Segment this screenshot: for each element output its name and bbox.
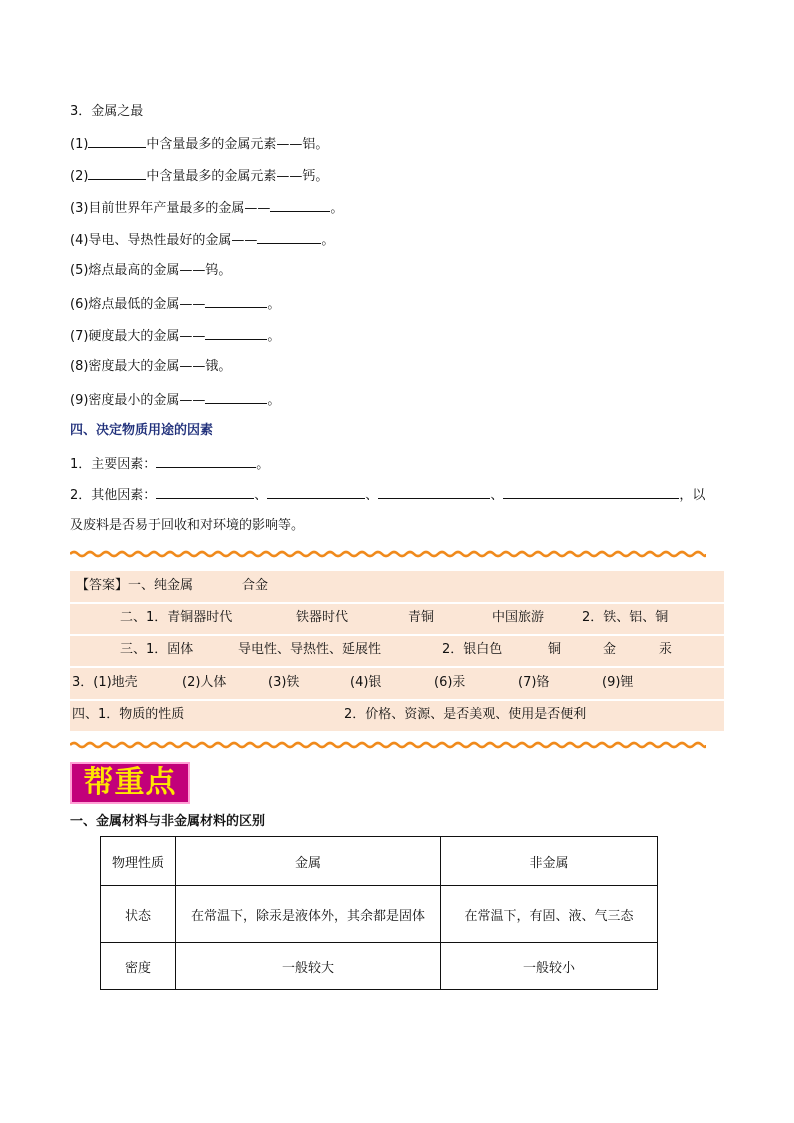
table-row bbox=[101, 943, 658, 990]
list-item: (5)熔点最高的金属——钨。 bbox=[70, 263, 232, 278]
blank-field[interactable] bbox=[205, 390, 267, 404]
table-header-cell: 物理性质 bbox=[101, 837, 176, 886]
wavy-divider-bottom bbox=[70, 740, 706, 750]
blank-field[interactable] bbox=[156, 485, 254, 499]
answer-row: 【答案】一、纯金属 合金 bbox=[70, 571, 724, 604]
blank-field[interactable] bbox=[270, 198, 330, 212]
table-header-cell: 金属 bbox=[176, 837, 441, 886]
table-cell: 密度 bbox=[101, 943, 176, 990]
answer-row: 3．(1)地壳 (2)人体 (3)铁 (4)银 (6)汞 (7)铬 (9)锂 bbox=[70, 668, 724, 701]
blank-field[interactable] bbox=[88, 134, 146, 148]
answer-box bbox=[70, 571, 724, 731]
blank-field[interactable] bbox=[378, 485, 490, 499]
list-item: (9)密度最小的金属—— 。 bbox=[70, 390, 280, 410]
table-cell: 一般较大 bbox=[176, 943, 441, 990]
key-section-title: 一、金属材料与非金属材料的区别 bbox=[70, 814, 266, 829]
table-header-row bbox=[101, 837, 658, 886]
list-item: (8)密度最大的金属——锇。 bbox=[70, 359, 232, 374]
list-item: (4)导电、导热性最好的金属—— 。 bbox=[70, 230, 334, 250]
other-factors-line: 2．其他因素： 、 、 、 ，以 bbox=[70, 485, 705, 505]
table-cell: 状态 bbox=[101, 886, 176, 943]
key-points-badge: 帮重点 bbox=[70, 762, 190, 804]
main-factor-line: 1．主要因素： 。 bbox=[70, 454, 269, 474]
other-factors-continuation: 及废料是否易于回收和对环境的影响等。 bbox=[70, 518, 305, 533]
blank-field[interactable] bbox=[156, 454, 256, 468]
list-item: (6)熔点最低的金属—— 。 bbox=[70, 294, 280, 314]
blank-field[interactable] bbox=[205, 294, 267, 308]
section-3-title: 3．金属之最 bbox=[70, 104, 144, 119]
list-item: (1) 中含量最多的金属元素——铝。 bbox=[70, 134, 328, 154]
blank-field[interactable] bbox=[503, 485, 679, 499]
section-4-title: 四、决定物质用途的因素 bbox=[70, 423, 214, 438]
blank-field[interactable] bbox=[205, 326, 267, 340]
answer-row: 四、1．物质的性质 2．价格、资源、是否美观、使用是否便利 bbox=[72, 707, 587, 722]
blank-field[interactable] bbox=[257, 230, 321, 244]
list-item: (2) 中含量最多的金属元素——钙。 bbox=[70, 166, 328, 186]
answer-row: 三、1．固体 导电性、导热性、延展性 2．银白色 铜 金 汞 bbox=[70, 635, 724, 668]
table-cell: 一般较小 bbox=[441, 943, 658, 990]
table-cell: 在常温下，除汞是液体外，其余都是固体 bbox=[176, 886, 441, 943]
table-header-cell: 非金属 bbox=[441, 837, 658, 886]
list-item: (7)硬度最大的金属—— 。 bbox=[70, 326, 280, 346]
list-item: (3)目前世界年产量最多的金属—— 。 bbox=[70, 198, 343, 218]
answer-row: 二、1．青铜器时代 铁器时代 青铜 中国旅游 2．铁、铝、铜 bbox=[70, 603, 724, 636]
blank-field[interactable] bbox=[88, 166, 146, 180]
table-cell: 在常温下，有固、液、气三态 bbox=[441, 886, 658, 943]
wavy-divider-top bbox=[70, 549, 706, 559]
blank-field[interactable] bbox=[267, 485, 365, 499]
comparison-table bbox=[100, 836, 658, 990]
table-row bbox=[101, 886, 658, 943]
